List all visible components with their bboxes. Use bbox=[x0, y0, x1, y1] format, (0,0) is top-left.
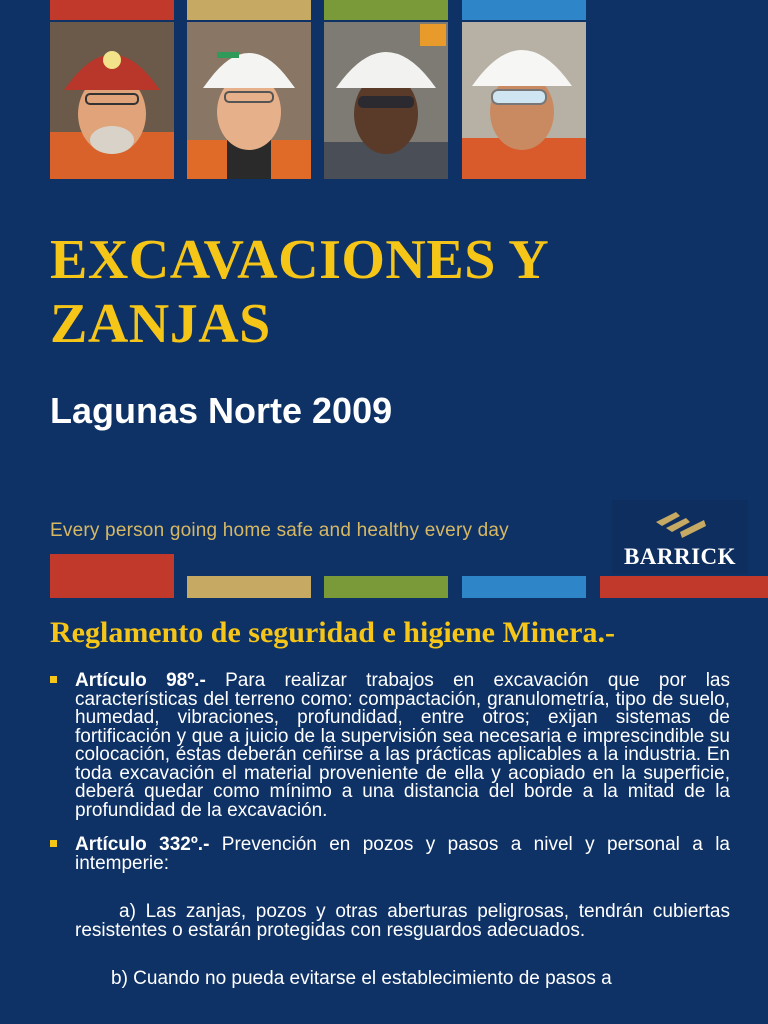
top-bar-blue bbox=[462, 0, 586, 20]
bullet-icon bbox=[50, 840, 57, 847]
article-text: Para realizar trabajos en excavación que por las características del terreno como: compactación, granulometría, tipo de suelo, humedad, vibraciones, profundidad, entre otros; exijan sistemas de fortificación y que a juicio de la supervisión sea necesaria e imprescindible su colocación, éstas deberán ceñirse a las prácticas aplicables a la industria. En toda excavación el material proveniente de ella y acopiado en la superficie, deberá quedar como mínimo a una distancia del borde a la mitad de la profundidad de la excavación. bbox=[75, 670, 730, 821]
miner-photo-4 bbox=[462, 22, 586, 179]
article-label: Artículo 98º.- bbox=[75, 670, 206, 691]
sub-item-b bbox=[50, 970, 730, 989]
top-bar-red bbox=[50, 0, 174, 20]
barrick-logo bbox=[612, 500, 748, 574]
top-bar-tan bbox=[187, 0, 311, 20]
lower-bar-tan bbox=[187, 576, 311, 598]
lower-bar-red-left bbox=[50, 554, 174, 598]
logo-text: BARRICK bbox=[623, 544, 737, 569]
article-text: Prevención en pozos y pasos a nivel y personal a la intemperie: bbox=[75, 834, 730, 874]
tagline: Every person going home safe and healthy every day bbox=[50, 520, 509, 541]
miner-photo-2 bbox=[187, 22, 311, 179]
page-subtitle: Lagunas Norte 2009 bbox=[50, 390, 393, 431]
miner-photo-3 bbox=[324, 22, 448, 179]
regulation-content bbox=[50, 672, 730, 1019]
section-heading: Reglamento de seguridad e higiene Minera.- bbox=[50, 616, 615, 649]
title-line-1: EXCAVACIONES Y bbox=[50, 229, 550, 291]
list-item-article-98 bbox=[50, 672, 730, 820]
article-label: Artículo 332º.- bbox=[75, 834, 210, 855]
sub-item-b-text: b) Cuando no pueda evitarse el establecimiento de pasos a bbox=[111, 968, 612, 989]
list-item-article-332 bbox=[50, 836, 730, 873]
lower-bar-red-right bbox=[600, 576, 768, 598]
top-bar-green bbox=[324, 0, 448, 20]
sub-item-a-text: a) Las zanjas, pozos y otras aberturas peligrosas, tendrán cubiertas resistentes o estarán protegidas con resguardos adecuados. bbox=[75, 901, 730, 941]
bullet-icon bbox=[50, 676, 57, 683]
miner-photo-1 bbox=[50, 22, 174, 179]
page-title bbox=[50, 228, 750, 356]
sub-item-a bbox=[50, 903, 730, 940]
lower-bar-blue bbox=[462, 576, 586, 598]
barrick-logo-icon bbox=[652, 508, 708, 542]
lower-bar-green bbox=[324, 576, 448, 598]
title-line-2: ZANJAS bbox=[50, 293, 271, 355]
